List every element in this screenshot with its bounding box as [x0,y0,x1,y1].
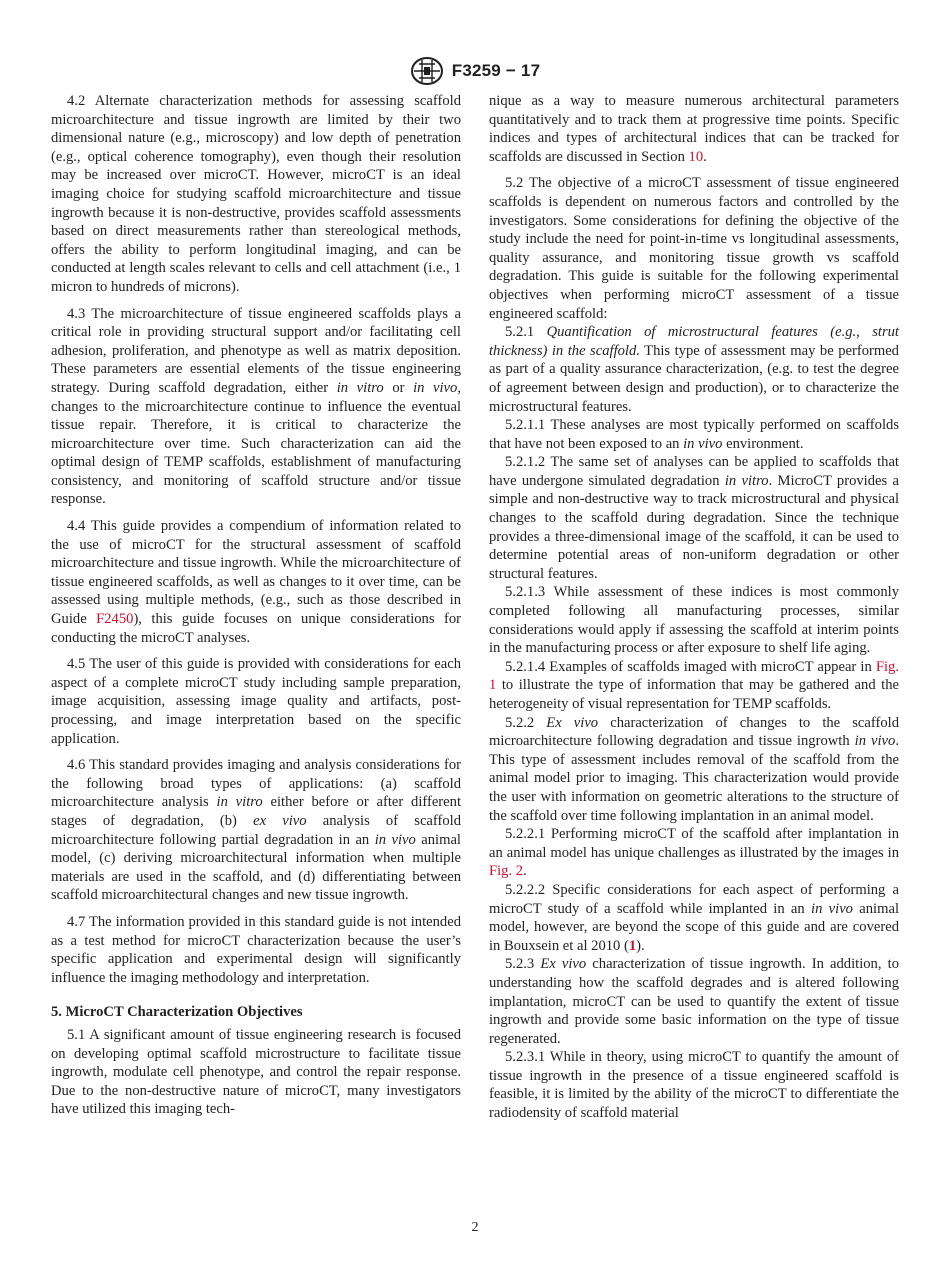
link-section-10[interactable]: 10 [688,148,704,165]
para-4-4: 4.4 This guide provides a compendium of information related to the use of microCT for the structural assessment of scaffold microarchitecture and tissue ingrowth. While the microarchitecture of tissue engineered scaffolds, as well as changes to it over time, can be assessed using multiple methods, (e.g., such as those described in Guide F2450), this guide focuses on unique considerations for conducting the microCT analyses. [51,518,461,646]
page-header [0,56,950,86]
page-number: 2 [471,1220,479,1235]
para-4-3: 4.3 The microarchitecture of tissue engineered scaffolds plays a critical role in providing structural support and/or facilitating cell adhesion, proliferation, and phenotype as well as matrix deposition. These parameters are essential elements of the tissue engineering strategy. During scaffold degradation, either in vitro or in vivo, changes to the microarchitecture continue to influence the eventual tissue repair. Therefore, it is critical to characterize the microarchitecture over time. Such characterization can aid the optimal design of TEMP scaffolds, establishment of manufacturing consistency, and monitoring of scaffold structure and/or tissue response. [51,305,461,508]
para-4-2: 4.2 Alternate characterization methods for assessing scaffold microarchitecture and tissue ingrowth are limited by their two dimensional nature (e.g., microscopy) and low depth of penetration (e.g., optical coherence tomography), even though their resolution may be increased over microCT. However, microCT is an ideal imaging choice for studying scaffold microarchitecture and tissue ingrowth because it is non-destructive, provides scaffold assessments based on direct measurements rather than stereological methods, offers the ability to perform longitudinal imaging, and can be conducted at length scales relevant to cells and cell attachment (i.e., 1 micron to hundreds of microns). [51,93,461,295]
para-5-2-1-4: 5.2.1.4 Examples of scaffolds imaged with microCT appear in Fig. 1 to illustrate the type of information that may be gathered and the heterogeneity of visual representation for TEMP scaffolds. [489,658,899,712]
para-5-2-1-2: 5.2.1.2 The same set of analyses can be applied to scaffolds that have undergone simulated degradation in vitro. MicroCT provides a simple and non-destructive way to track microstructural and physical changes to the scaffold during degradation. Since the technique provides a three-dimensional image of the scaffold, it can be used to determine potential areas of non-uniform degradation or other structural features. [489,454,899,582]
para-5-2-2-2: 5.2.2.2 Specific considerations for each aspect of performing a microCT study of a scaffold while implanted in an in vivo animal model, however, are beyond the scope of this guide and are covered in Bouxsein et al 2010 (1). [489,881,899,954]
para-4-6: 4.6 This standard provides imaging and analysis considerations for the following broad types of applications: (a) scaffold microarchitecture analysis in vitro either before or after different stages of degradation, (b) ex vivo analysis of scaffold microarchitecture following partial degradation in an in vivo animal model, (c) deriving microarchitectural information when multiple materials are used in the scaffold, and (d) differentiating between scaffold microarchitectural changes and new tissue ingrowth. [51,757,462,904]
link-f2450[interactable]: F2450 [96,611,134,628]
left-column [51,92,461,1119]
link-fig-1[interactable]: Fig. 1 [489,658,899,694]
para-5-1-continued: nique as a way to measure numerous architectural parameters quantitatively and to track them at progressive time points. Specific indices and types of architectural indices that can be tracked for scaffolds are discussed in Section 10. [489,93,899,165]
link-ref-1[interactable]: 1 [628,937,637,954]
para-5-2-3: 5.2.3 Ex vivo characterization of tissue ingrowth. In addition, to understanding how the scaffold degrades and is altered following implantation, microCT can be used to quantify the extent of tissue ingrowth and provide some basic information on the type of tissue regenerated. [489,956,899,1047]
standard-designation: F3259 − 17 [451,61,541,80]
para-5-2-3-1: 5.2.3.1 While in theory, using microCT to quantify the amount of tissue ingrowth in the presence of a tissue engineered scaffold is feasible, it is limited by the ability of the microCT to differentiate the radiodensity of scaffold material [489,1049,899,1122]
section-5-heading: 5. MicroCT Characterization Objectives [51,1004,303,1021]
astm-logo-icon [410,56,444,86]
para-5-2-2-1: 5.2.2.1 Performing microCT of the scaffold after implantation in an animal model has unique challenges as illustrated by the images in Fig. 2. [489,826,899,880]
para-4-5: 4.5 The user of this guide is provided with considerations for each aspect of a complete microCT study including sample preparation, image acquisition, assessing image quality and artifacts, post-processing, and image interpretation based on the specific application. [51,656,461,747]
para-5-2: 5.2 The objective of a microCT assessment of tissue engineered scaffolds is dependent on numerous factors and controlled by the investigators. Some considerations for defining the objective of the study include the need for point-in-time vs longitudinal assessments, quality assurance, and monitoring tissue growth vs scaffold degradation. This guide is suitable for the following experimental objectives when performing microCT assessment of a tissue engineered scaffold: [489,175,899,322]
link-fig-2[interactable]: Fig. 2 [489,863,524,880]
para-5-2-1: 5.2.1 Quantification of microstructural features (e.g., strut thickness) in the scaffold. This type of assessment may be performed as part of a quality assurance characterization, (e.g. to test the degree of agreement between design and production), or to characterize the microstructural features. [489,324,899,415]
right-column [489,92,899,1123]
para-5-2-1-3: 5.2.1.3 While assessment of these indices is most commonly completed following all manufacturing processes, similar considerations would apply if assessing the scaffold at interim points in the manufacturing process or after exposure to shelf life aging. [489,584,899,657]
para-4-7: 4.7 The information provided in this standard guide is not intended as a test method for microCT characterization because the user’s specific application and experimental design will significantly influence the imaging methodology and interpretation. [51,913,461,986]
para-5-2-2: 5.2.2 Ex vivo characterization of changes to the scaffold microarchitecture following degradation and tissue ingrowth in vivo. This type of assessment includes removal of the scaffold from the animal model prior to imaging. This characterization would provide the user with information on geometric alterations to the structure of the scaffold over time following implantation in an animal model. [489,714,899,824]
para-5-2-1-1: 5.2.1.1 These analyses are most typically performed on scaffolds that have not been exposed to an in vivo environment. [489,417,899,452]
para-5-1: 5.1 A significant amount of tissue engineering research is focused on developing optimal scaffold microstructure to facilitate tissue ingrowth, modulate cell phenotype, and control the repair response. Due to the non-destructive nature of microCT, many investigators have utilized this imaging tech- [51,1026,461,1118]
